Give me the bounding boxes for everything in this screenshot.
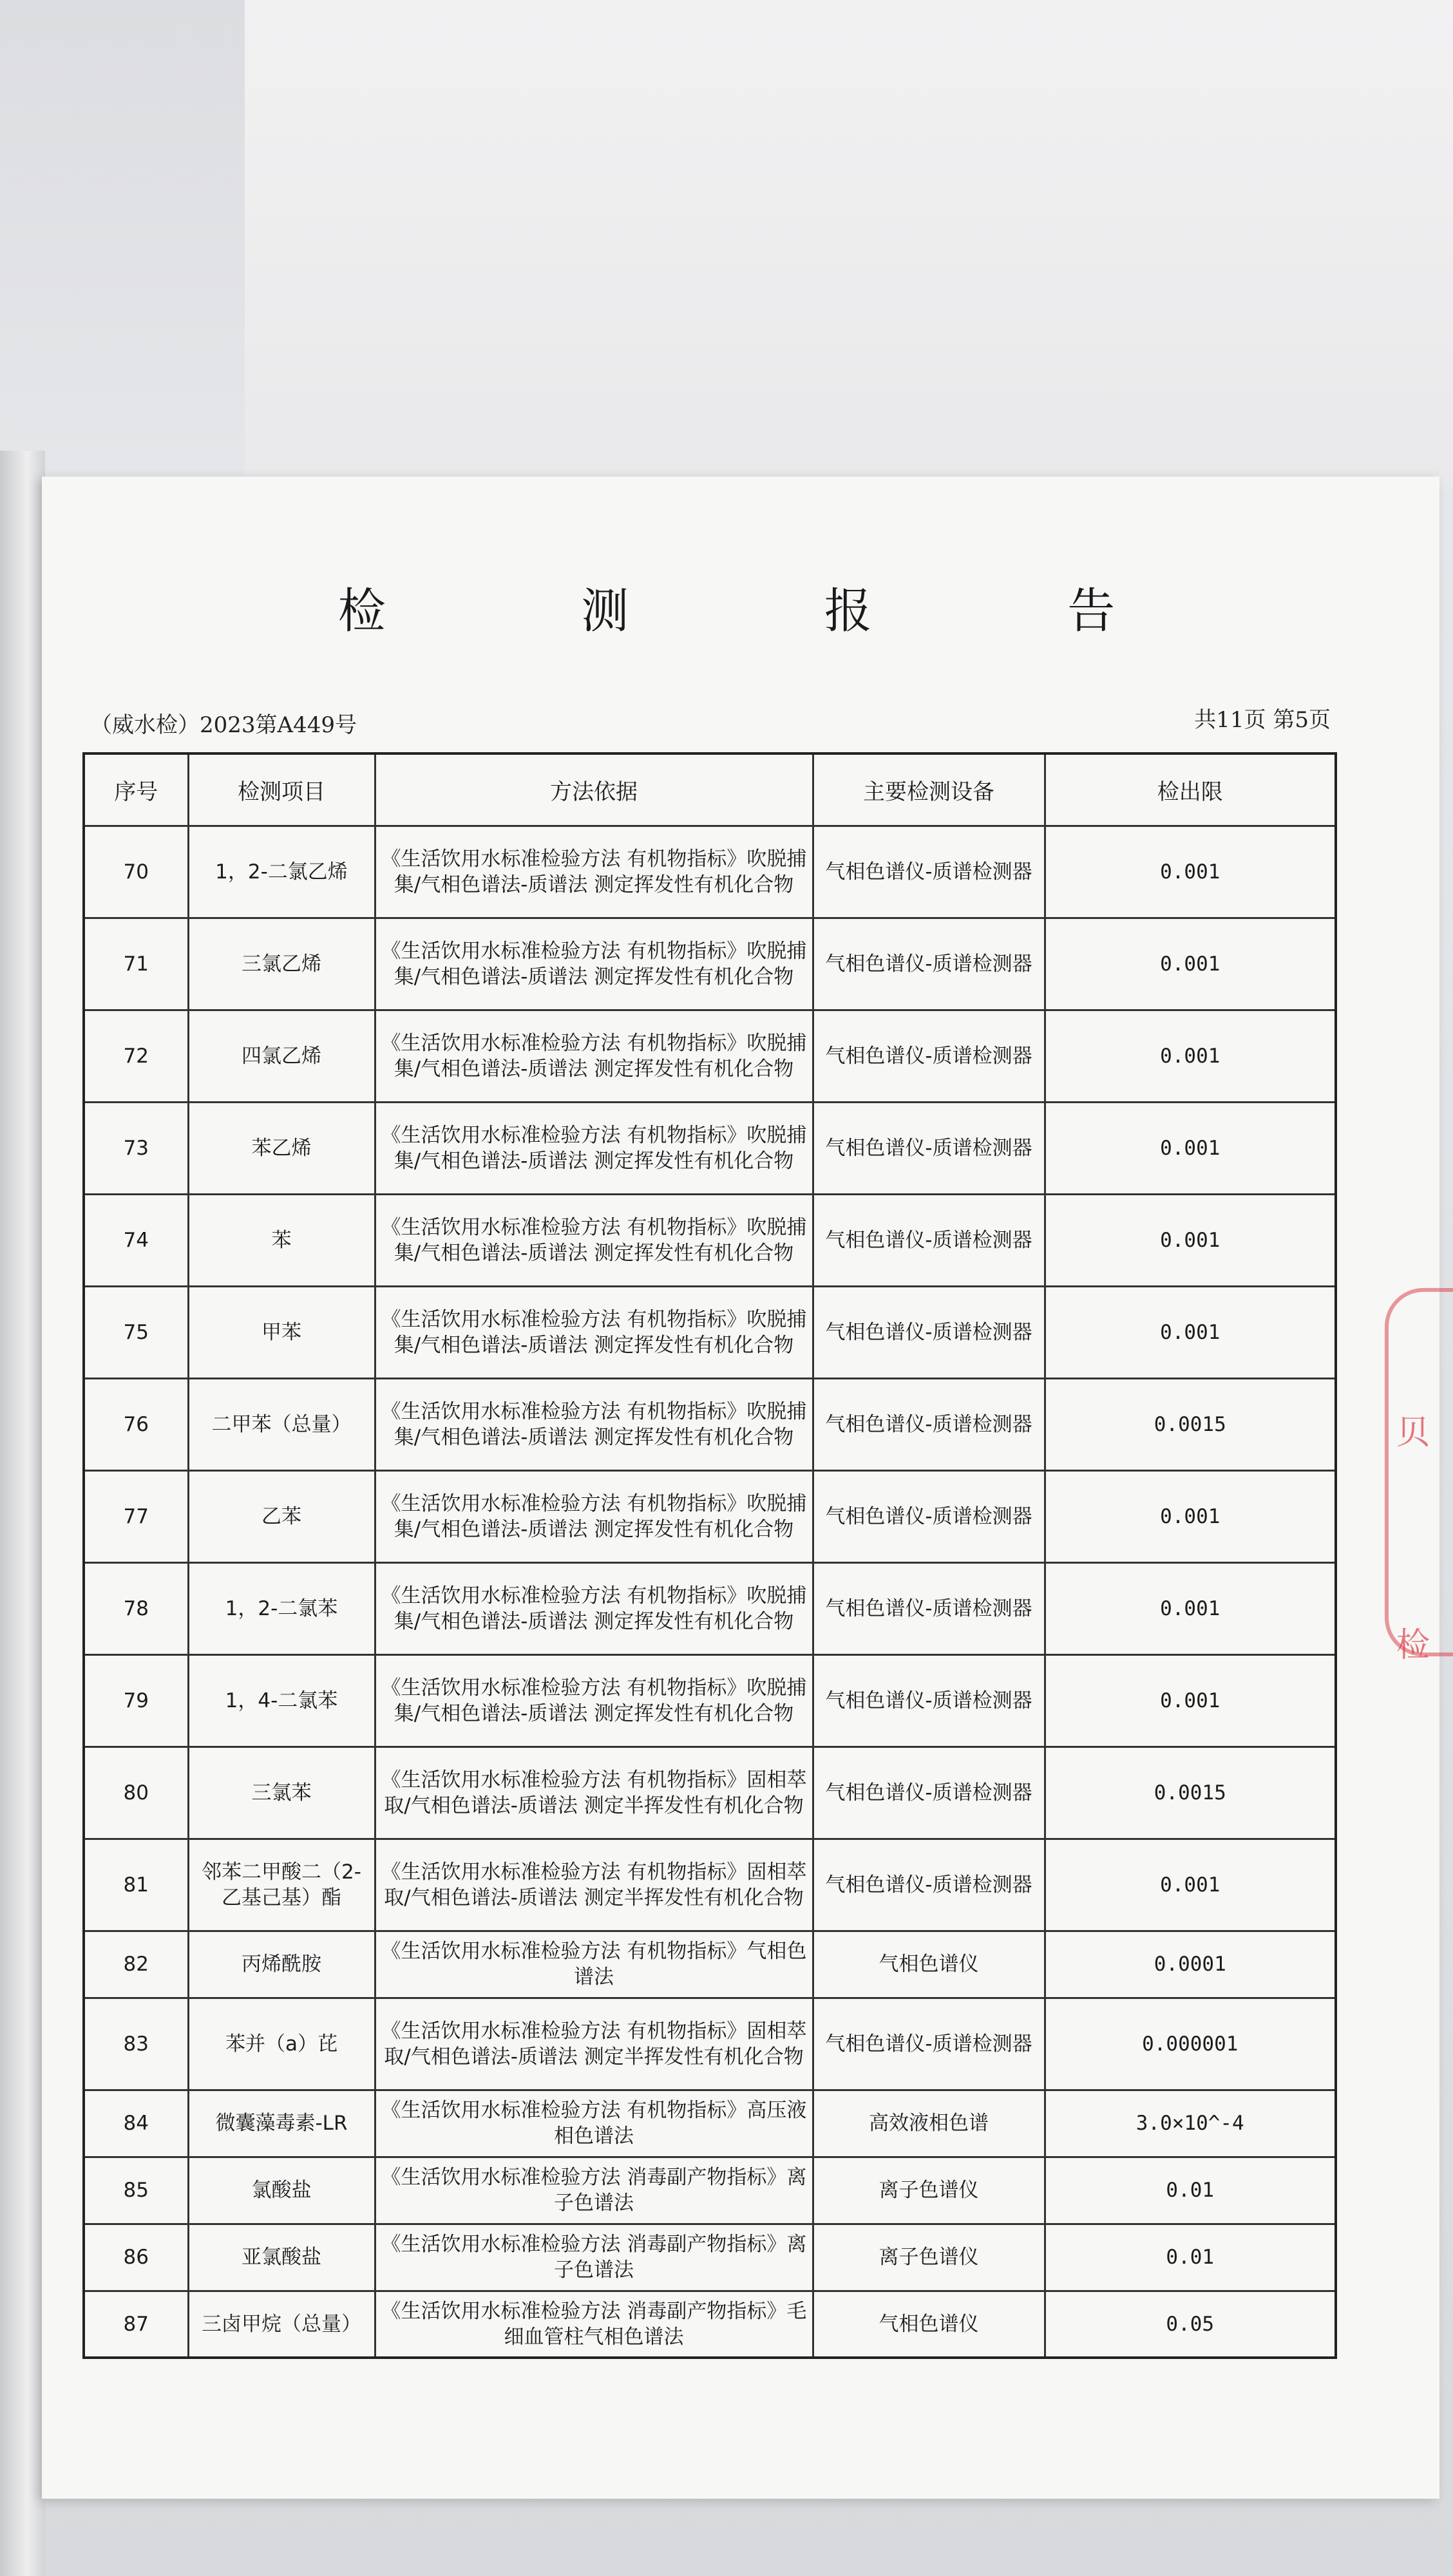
detection-item: 丙烯酰胺 <box>188 1931 375 1998</box>
table-row <box>84 1102 1336 1194</box>
row-number: 77 <box>84 1470 188 1562</box>
detection-item: 邻苯二甲酸二（2-乙基己基）酯 <box>188 1839 375 1931</box>
main-equipment: 气相色谱仪-质谱检测器 <box>813 1654 1045 1747</box>
detection-item: 1，2-二氯乙烯 <box>188 826 375 918</box>
row-number: 79 <box>84 1654 188 1747</box>
method-basis: 《生活饮用水标准检验方法 有机物指标》固相萃取/气相色谱法-质谱法 测定半挥发性有机化合物 <box>375 1839 813 1931</box>
main-equipment: 高效液相色谱 <box>813 2090 1045 2157</box>
detection-limit: 0.001 <box>1045 1194 1336 1286</box>
method-basis: 《生活饮用水标准检验方法 有机物指标》吹脱捕集/气相色谱法-质谱法 测定挥发性有机化合物 <box>375 1562 813 1654</box>
detection-item: 乙苯 <box>188 1470 375 1562</box>
row-number: 76 <box>84 1378 188 1470</box>
method-basis: 《生活饮用水标准检验方法 消毒副产物指标》离子色谱法 <box>375 2224 813 2291</box>
detection-item: 氯酸盐 <box>188 2157 375 2224</box>
main-equipment: 气相色谱仪-质谱检测器 <box>813 1102 1045 1194</box>
detection-item: 苯并（a）芘 <box>188 1998 375 2090</box>
table-row <box>84 1562 1336 1654</box>
results-table <box>82 752 1337 2359</box>
detection-limit: 0.001 <box>1045 1562 1336 1654</box>
detection-limit: 0.01 <box>1045 2224 1336 2291</box>
detection-limit: 0.001 <box>1045 826 1336 918</box>
table-row <box>84 1747 1336 1839</box>
detection-item: 微囊藻毒素-LR <box>188 2090 375 2157</box>
method-basis: 《生活饮用水标准检验方法 有机物指标》吹脱捕集/气相色谱法-质谱法 测定挥发性有机化合物 <box>375 1010 813 1102</box>
detection-limit: 0.001 <box>1045 918 1336 1010</box>
detection-limit: 0.001 <box>1045 1010 1336 1102</box>
page-title: 检 测 报 告 <box>337 583 1206 639</box>
table-row <box>84 1839 1336 1931</box>
row-number: 83 <box>84 1998 188 2090</box>
method-basis: 《生活饮用水标准检验方法 消毒副产物指标》离子色谱法 <box>375 2157 813 2224</box>
table-row <box>84 1931 1336 1998</box>
method-basis: 《生活饮用水标准检验方法 有机物指标》气相色谱法 <box>375 1931 813 1998</box>
detection-item: 三氯苯 <box>188 1747 375 1839</box>
detection-item: 二甲苯（总量） <box>188 1378 375 1470</box>
detection-item: 苯乙烯 <box>188 1102 375 1194</box>
method-basis: 《生活饮用水标准检验方法 有机物指标》高压液相色谱法 <box>375 2090 813 2157</box>
main-equipment: 气相色谱仪-质谱检测器 <box>813 918 1045 1010</box>
column-header-method: 方法依据 <box>375 753 813 826</box>
table-row <box>84 2291 1336 2358</box>
main-equipment: 气相色谱仪 <box>813 1931 1045 1998</box>
table-row <box>84 1470 1336 1562</box>
method-basis: 《生活饮用水标准检验方法 有机物指标》吹脱捕集/气相色谱法-质谱法 测定挥发性有机化合物 <box>375 1470 813 1562</box>
method-basis: 《生活饮用水标准检验方法 消毒副产物指标》毛细血管柱气相色谱法 <box>375 2291 813 2358</box>
detection-item: 三卤甲烷（总量） <box>188 2291 375 2358</box>
row-number: 86 <box>84 2224 188 2291</box>
main-equipment: 气相色谱仪-质谱检测器 <box>813 826 1045 918</box>
row-number: 71 <box>84 918 188 1010</box>
document-number: （威水检）2023第A449号 <box>90 712 357 738</box>
row-number: 78 <box>84 1562 188 1654</box>
row-number: 81 <box>84 1839 188 1931</box>
table-row <box>84 2224 1336 2291</box>
main-equipment: 气相色谱仪-质谱检测器 <box>813 1286 1045 1378</box>
main-equipment: 气相色谱仪-质谱检测器 <box>813 1839 1045 1931</box>
table-row <box>84 1194 1336 1286</box>
detection-limit: 0.000001 <box>1045 1998 1336 2090</box>
method-basis: 《生活饮用水标准检验方法 有机物指标》吹脱捕集/气相色谱法-质谱法 测定挥发性有机化合物 <box>375 1286 813 1378</box>
method-basis: 《生活饮用水标准检验方法 有机物指标》固相萃取/气相色谱法-质谱法 测定半挥发性有机化合物 <box>375 1747 813 1839</box>
row-number: 72 <box>84 1010 188 1102</box>
detection-limit: 0.0015 <box>1045 1378 1336 1470</box>
method-basis: 《生活饮用水标准检验方法 有机物指标》固相萃取/气相色谱法-质谱法 测定半挥发性有机化合物 <box>375 1998 813 2090</box>
row-number: 73 <box>84 1102 188 1194</box>
detection-item: 苯 <box>188 1194 375 1286</box>
table-row <box>84 1998 1336 2090</box>
main-equipment: 气相色谱仪 <box>813 2291 1045 2358</box>
main-equipment: 气相色谱仪-质谱检测器 <box>813 1562 1045 1654</box>
column-header-limit: 检出限 <box>1045 753 1336 826</box>
seal-text: 贝 检 <box>1396 1414 1430 1665</box>
method-basis: 《生活饮用水标准检验方法 有机物指标》吹脱捕集/气相色谱法-质谱法 测定挥发性有机化合物 <box>375 826 813 918</box>
table-row <box>84 1654 1336 1747</box>
background-page <box>245 0 1453 489</box>
table-header-row <box>84 753 1336 826</box>
column-header-no: 序号 <box>84 753 188 826</box>
table-row <box>84 1010 1336 1102</box>
detection-limit: 0.001 <box>1045 1470 1336 1562</box>
column-header-item: 检测项目 <box>188 753 375 826</box>
main-equipment: 气相色谱仪-质谱检测器 <box>813 1470 1045 1562</box>
detection-item: 甲苯 <box>188 1286 375 1378</box>
method-basis: 《生活饮用水标准检验方法 有机物指标》吹脱捕集/气相色谱法-质谱法 测定挥发性有机化合物 <box>375 918 813 1010</box>
main-equipment: 气相色谱仪-质谱检测器 <box>813 1194 1045 1286</box>
main-equipment: 离子色谱仪 <box>813 2157 1045 2224</box>
detection-limit: 0.05 <box>1045 2291 1336 2358</box>
detection-limit: 0.001 <box>1045 1286 1336 1378</box>
main-equipment: 气相色谱仪-质谱检测器 <box>813 1998 1045 2090</box>
detection-limit: 0.01 <box>1045 2157 1336 2224</box>
detection-item: 三氯乙烯 <box>188 918 375 1010</box>
binder-spine <box>0 451 45 2576</box>
row-number: 80 <box>84 1747 188 1839</box>
table-row <box>84 1378 1336 1470</box>
row-number: 70 <box>84 826 188 918</box>
detection-item: 1，4-二氯苯 <box>188 1654 375 1747</box>
method-basis: 《生活饮用水标准检验方法 有机物指标》吹脱捕集/气相色谱法-质谱法 测定挥发性有机化合物 <box>375 1194 813 1286</box>
column-header-equipment: 主要检测设备 <box>813 753 1045 826</box>
main-equipment: 气相色谱仪-质谱检测器 <box>813 1378 1045 1470</box>
table-row <box>84 918 1336 1010</box>
row-number: 75 <box>84 1286 188 1378</box>
table-row <box>84 1286 1336 1378</box>
row-number: 87 <box>84 2291 188 2358</box>
row-number: 85 <box>84 2157 188 2224</box>
detection-limit: 0.0015 <box>1045 1747 1336 1839</box>
detection-item: 亚氯酸盐 <box>188 2224 375 2291</box>
main-equipment: 气相色谱仪-质谱检测器 <box>813 1010 1045 1102</box>
detection-limit: 0.001 <box>1045 1102 1336 1194</box>
row-number: 84 <box>84 2090 188 2157</box>
method-basis: 《生活饮用水标准检验方法 有机物指标》吹脱捕集/气相色谱法-质谱法 测定挥发性有机化合物 <box>375 1378 813 1470</box>
table-row <box>84 826 1336 918</box>
row-number: 82 <box>84 1931 188 1998</box>
table-row <box>84 2090 1336 2157</box>
detection-limit: 0.001 <box>1045 1839 1336 1931</box>
table-row <box>84 2157 1336 2224</box>
detection-limit: 3.0×10^-4 <box>1045 2090 1336 2157</box>
main-equipment: 气相色谱仪-质谱检测器 <box>813 1747 1045 1839</box>
detection-item: 四氯乙烯 <box>188 1010 375 1102</box>
method-basis: 《生活饮用水标准检验方法 有机物指标》吹脱捕集/气相色谱法-质谱法 测定挥发性有机化合物 <box>375 1654 813 1747</box>
detection-limit: 0.001 <box>1045 1654 1336 1747</box>
detection-limit: 0.0001 <box>1045 1931 1336 1998</box>
row-number: 74 <box>84 1194 188 1286</box>
main-equipment: 离子色谱仪 <box>813 2224 1045 2291</box>
page-number: 共11页 第5页 <box>1194 707 1331 733</box>
method-basis: 《生活饮用水标准检验方法 有机物指标》吹脱捕集/气相色谱法-质谱法 测定挥发性有机化合物 <box>375 1102 813 1194</box>
detection-item: 1，2-二氯苯 <box>188 1562 375 1654</box>
